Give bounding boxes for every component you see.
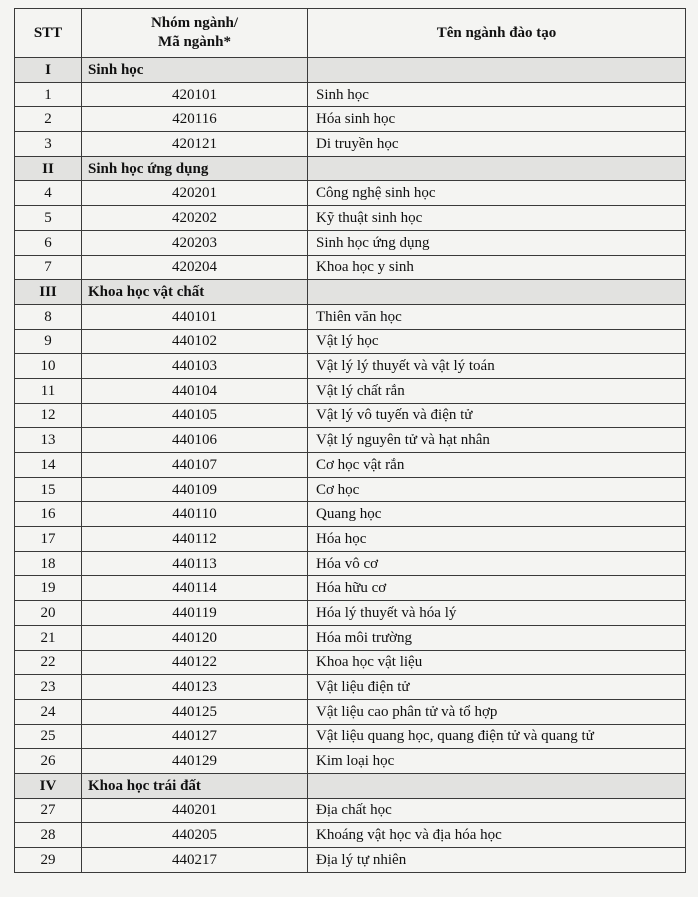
table-row — [15, 601, 686, 626]
row-stt: 24 — [15, 699, 82, 724]
table-row — [15, 206, 686, 231]
table-row — [15, 477, 686, 502]
row-stt: 26 — [15, 749, 82, 774]
row-major-name: Di truyền học — [308, 132, 686, 157]
row-major-name: Khoáng vật học và địa hóa học — [308, 823, 686, 848]
group-numeral: III — [15, 280, 82, 305]
group-row — [15, 58, 686, 83]
row-major-name: Công nghệ sinh học — [308, 181, 686, 206]
row-major-name: Vật liệu điện tử — [308, 675, 686, 700]
row-stt: 19 — [15, 576, 82, 601]
row-code: 440101 — [82, 304, 308, 329]
row-stt: 1 — [15, 82, 82, 107]
row-stt: 13 — [15, 428, 82, 453]
row-stt: 20 — [15, 601, 82, 626]
header-code-line1: Nhóm ngành/ — [150, 15, 239, 31]
row-stt: 5 — [15, 206, 82, 231]
row-code: 420204 — [82, 255, 308, 280]
row-major-name: Kỹ thuật sinh học — [308, 206, 686, 231]
row-code: 440112 — [82, 527, 308, 552]
row-major-name: Vật lý nguyên tử và hạt nhân — [308, 428, 686, 453]
row-code: 440129 — [82, 749, 308, 774]
row-code: 440105 — [82, 403, 308, 428]
row-major-name: Thiên văn học — [308, 304, 686, 329]
row-stt: 29 — [15, 848, 82, 873]
row-code: 440127 — [82, 724, 308, 749]
table-row — [15, 650, 686, 675]
group-title: Khoa học trái đất — [82, 773, 308, 798]
group-numeral: II — [15, 156, 82, 181]
row-code: 420201 — [82, 181, 308, 206]
row-code: 420202 — [82, 206, 308, 231]
header-stt: STT — [15, 9, 82, 58]
group-row — [15, 156, 686, 181]
row-code: 440113 — [82, 551, 308, 576]
group-empty-cell — [308, 280, 686, 305]
majors-table — [14, 8, 686, 873]
table-row — [15, 354, 686, 379]
table-row — [15, 749, 686, 774]
table-row — [15, 848, 686, 873]
table-row — [15, 255, 686, 280]
header-code-line2: Mã ngành* — [158, 34, 231, 50]
row-code: 420203 — [82, 230, 308, 255]
group-numeral: I — [15, 58, 82, 83]
table-header-row — [15, 9, 686, 58]
row-major-name: Vật lý học — [308, 329, 686, 354]
row-stt: 23 — [15, 675, 82, 700]
row-stt: 17 — [15, 527, 82, 552]
row-major-name: Hóa học — [308, 527, 686, 552]
row-code: 420116 — [82, 107, 308, 132]
group-title: Sinh học — [82, 58, 308, 83]
table-row — [15, 428, 686, 453]
table-row — [15, 304, 686, 329]
row-major-name: Vật liệu cao phân tử và tổ hợp — [308, 699, 686, 724]
row-stt: 6 — [15, 230, 82, 255]
row-major-name: Địa lý tự nhiên — [308, 848, 686, 873]
row-major-name: Hóa hữu cơ — [308, 576, 686, 601]
row-stt: 18 — [15, 551, 82, 576]
row-major-name: Hóa lý thuyết và hóa lý — [308, 601, 686, 626]
row-major-name: Kim loại học — [308, 749, 686, 774]
row-major-name: Vật liệu quang học, quang điện tử và quang tử — [308, 724, 686, 749]
row-code: 440109 — [82, 477, 308, 502]
row-stt: 10 — [15, 354, 82, 379]
row-major-name: Hóa sinh học — [308, 107, 686, 132]
header-code — [82, 9, 308, 58]
row-code: 440103 — [82, 354, 308, 379]
group-row — [15, 773, 686, 798]
row-stt: 16 — [15, 502, 82, 527]
header-name: Tên ngành đào tạo — [308, 9, 686, 58]
table-row — [15, 699, 686, 724]
row-code: 440107 — [82, 453, 308, 478]
row-stt: 21 — [15, 625, 82, 650]
row-major-name: Sinh học ứng dụng — [308, 230, 686, 255]
group-empty-cell — [308, 156, 686, 181]
table-row — [15, 675, 686, 700]
group-title: Khoa học vật chất — [82, 280, 308, 305]
row-stt: 12 — [15, 403, 82, 428]
table-row — [15, 453, 686, 478]
row-major-name: Khoa học y sinh — [308, 255, 686, 280]
row-major-name: Hóa môi trường — [308, 625, 686, 650]
row-stt: 25 — [15, 724, 82, 749]
row-code: 440125 — [82, 699, 308, 724]
table-row — [15, 551, 686, 576]
row-code: 420121 — [82, 132, 308, 157]
row-code: 440110 — [82, 502, 308, 527]
table-row — [15, 823, 686, 848]
row-stt: 22 — [15, 650, 82, 675]
row-major-name: Cơ học vật rắn — [308, 453, 686, 478]
group-empty-cell — [308, 58, 686, 83]
table-row — [15, 378, 686, 403]
row-stt: 27 — [15, 798, 82, 823]
table-row — [15, 181, 686, 206]
row-code: 420101 — [82, 82, 308, 107]
row-major-name: Hóa vô cơ — [308, 551, 686, 576]
row-code: 440102 — [82, 329, 308, 354]
group-row — [15, 280, 686, 305]
table-row — [15, 132, 686, 157]
row-stt: 4 — [15, 181, 82, 206]
row-code: 440217 — [82, 848, 308, 873]
row-code: 440201 — [82, 798, 308, 823]
row-stt: 14 — [15, 453, 82, 478]
table-row — [15, 625, 686, 650]
row-stt: 8 — [15, 304, 82, 329]
row-major-name: Vật lý lý thuyết và vật lý toán — [308, 354, 686, 379]
row-code: 440114 — [82, 576, 308, 601]
row-stt: 3 — [15, 132, 82, 157]
row-major-name: Vật lý vô tuyến và điện tử — [308, 403, 686, 428]
row-major-name: Cơ học — [308, 477, 686, 502]
row-stt: 11 — [15, 378, 82, 403]
row-code: 440122 — [82, 650, 308, 675]
row-major-name: Vật lý chất rắn — [308, 378, 686, 403]
row-stt: 7 — [15, 255, 82, 280]
row-major-name: Quang học — [308, 502, 686, 527]
row-code: 440119 — [82, 601, 308, 626]
row-code: 440104 — [82, 378, 308, 403]
table-body — [15, 58, 686, 873]
row-code: 440205 — [82, 823, 308, 848]
row-stt: 2 — [15, 107, 82, 132]
row-code: 440106 — [82, 428, 308, 453]
group-title: Sinh học ứng dụng — [82, 156, 308, 181]
table-row — [15, 230, 686, 255]
row-stt: 15 — [15, 477, 82, 502]
table-row — [15, 724, 686, 749]
cropped-caption-strip — [0, 0, 698, 8]
row-stt: 9 — [15, 329, 82, 354]
group-empty-cell — [308, 773, 686, 798]
table-row — [15, 329, 686, 354]
row-major-name: Khoa học vật liệu — [308, 650, 686, 675]
table-row — [15, 798, 686, 823]
table-row — [15, 107, 686, 132]
row-major-name: Sinh học — [308, 82, 686, 107]
table-row — [15, 82, 686, 107]
row-code: 440123 — [82, 675, 308, 700]
table-row — [15, 527, 686, 552]
table-row — [15, 502, 686, 527]
group-numeral: IV — [15, 773, 82, 798]
row-stt: 28 — [15, 823, 82, 848]
table-row — [15, 403, 686, 428]
row-code: 440120 — [82, 625, 308, 650]
table-row — [15, 576, 686, 601]
row-major-name: Địa chất học — [308, 798, 686, 823]
